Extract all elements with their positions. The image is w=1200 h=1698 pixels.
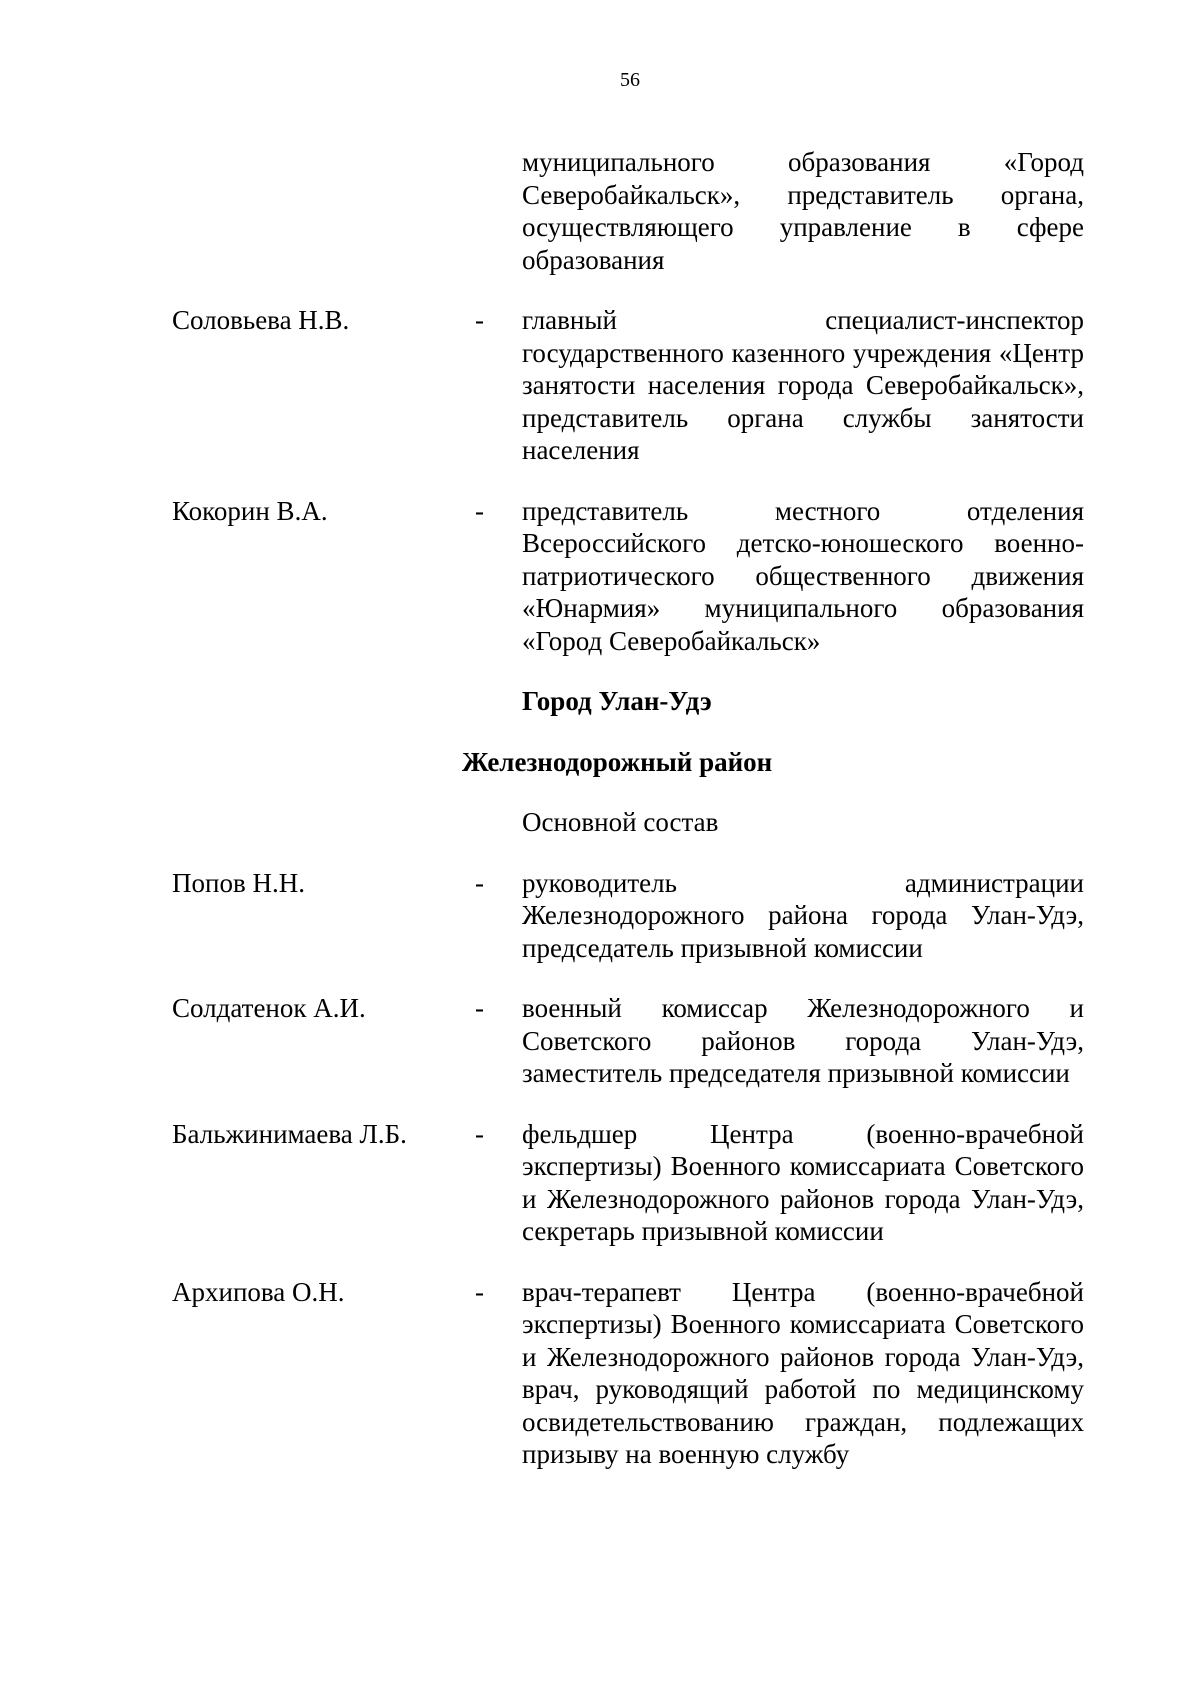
- member-name: Солдатенок А.И.: [172, 993, 366, 1023]
- page-number: 56: [620, 69, 640, 91]
- subsection-heading: Основной состав: [522, 807, 719, 837]
- member-dash: -: [475, 1118, 484, 1149]
- member-dash: -: [475, 867, 484, 898]
- member-dash: -: [475, 305, 484, 335]
- commission-member-entry: [172, 304, 1084, 467]
- member-description: главный специалист-инспектор государственного казенного учреждения «Центр занятости населения города Северобайкальск», представитель органа службы занятости населения: [522, 305, 1084, 465]
- member-name: Попов Н.Н.: [172, 867, 305, 898]
- document-body: [172, 146, 1084, 1499]
- commission-member-entry: [172, 495, 1084, 658]
- commission-member-entry: [172, 1276, 1084, 1471]
- member-name: Кокорин В.А.: [172, 495, 328, 526]
- member-description: фельдшер Центра (военно-врачебной экспертизы) Военного комиссариата Советского и Железнодорожного районов города Улан-Удэ, секретарь призывной комиссии: [522, 1118, 1084, 1246]
- member-description: военный комиссар Железнодорожного и Советского районов города Улан-Удэ, заместитель председателя призывной комиссии: [522, 993, 1084, 1088]
- member-name: Бальжинимаева Л.Б.: [172, 1118, 407, 1149]
- city-heading: Город Улан-Удэ: [522, 686, 712, 716]
- member-dash: -: [475, 1276, 484, 1307]
- member-description: представитель местного отделения Всероссийского детско-юношеского военно-патриотического общественного движения «Юнармия» муниципального образования «Город Северобайкальск»: [522, 495, 1084, 656]
- commission-member-entry: [172, 1118, 1084, 1248]
- member-name: Архипова О.Н.: [172, 1276, 345, 1307]
- member-description: руководитель администрации Железнодорожного района города Улан-Удэ, председатель призывной комиссии: [522, 867, 1084, 963]
- member-dash: -: [475, 993, 484, 1023]
- member-dash: -: [475, 495, 484, 526]
- commission-member-entry: [172, 992, 1084, 1090]
- continuation-text: муниципального образования «Город Северобайкальск», представитель органа, осуществляющего управление в сфере образования: [522, 147, 1084, 275]
- member-description: врач-терапевт Центра (военно-врачебной экспертизы) Военного комиссариата Советского и Железнодорожного районов города Улан-Удэ, врач, руководящий работой по медицинскому освидетельствованию граждан, подлежащих призыву на военную службу: [522, 1276, 1084, 1469]
- district-heading: Железнодорожный район: [462, 746, 773, 777]
- member-name: Соловьева Н.В.: [172, 305, 350, 335]
- commission-member-entry: [172, 867, 1084, 965]
